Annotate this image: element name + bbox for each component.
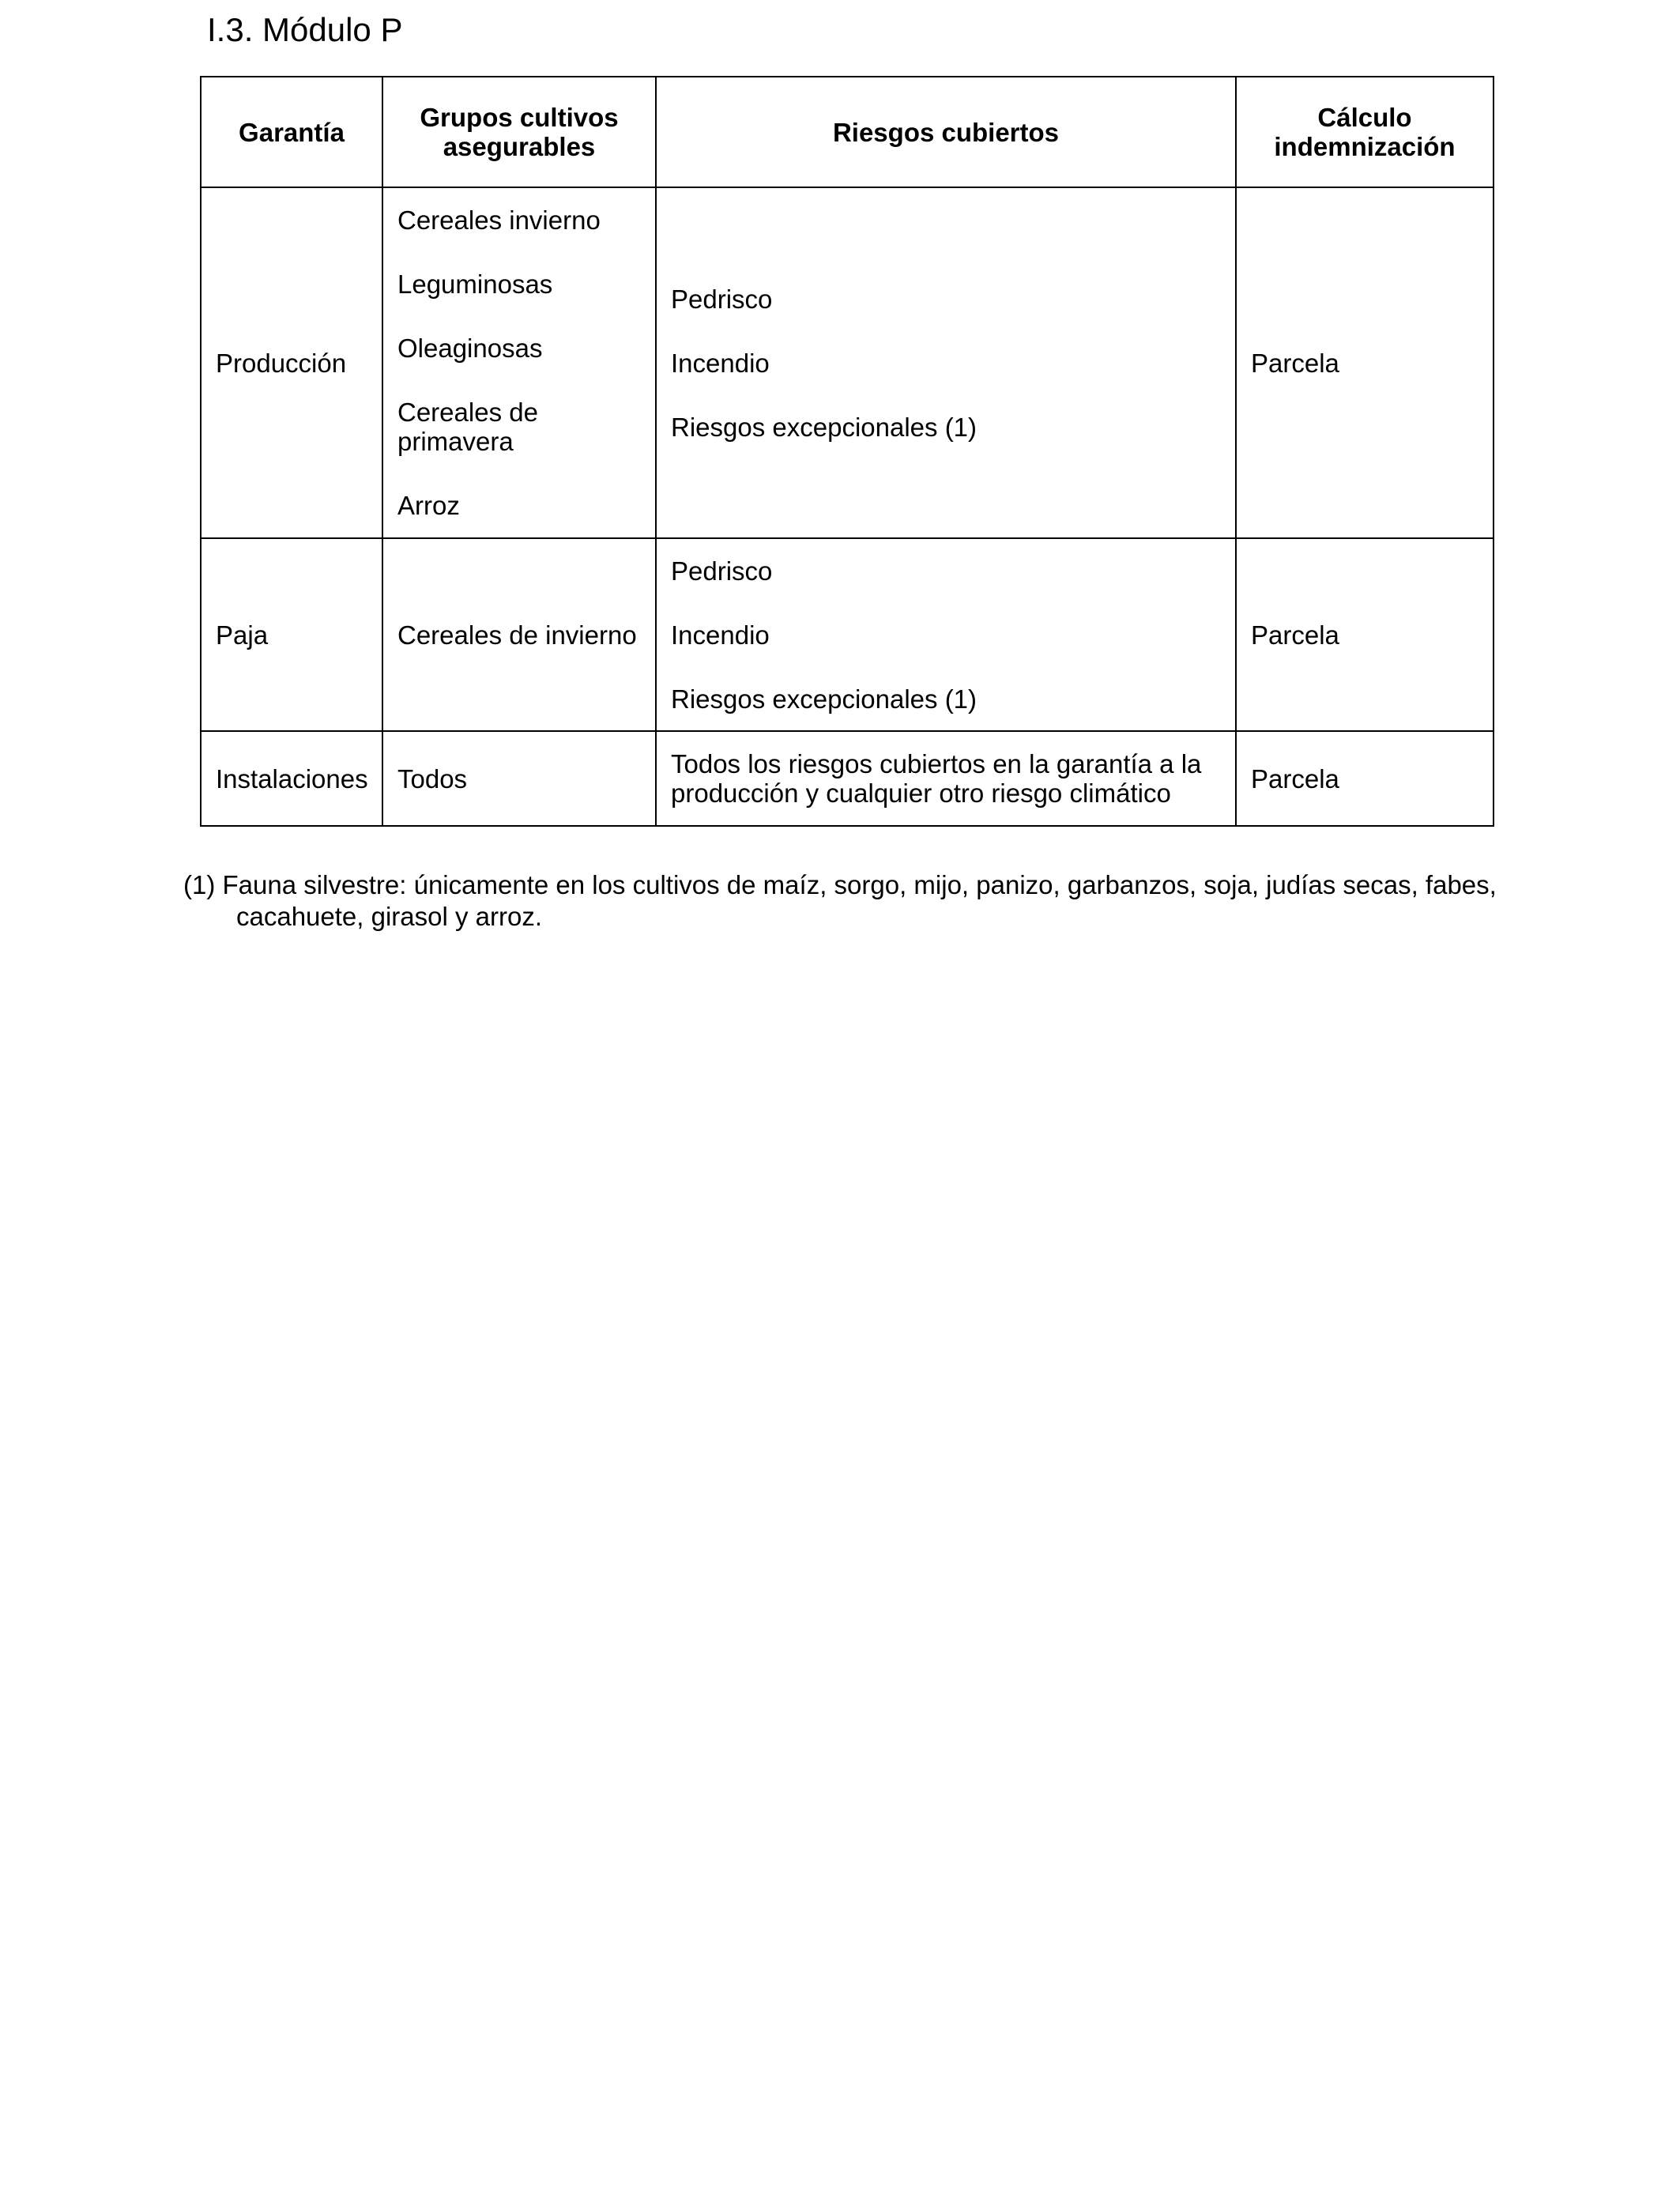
list-item: Arroz [397, 491, 460, 520]
cell-grupos [382, 731, 656, 826]
cell-garantia: Instalaciones [201, 731, 382, 826]
list-item: Oleaginosas [397, 334, 543, 363]
list-item: Pedrisco [671, 284, 773, 314]
header-calculo-indemnizacion: Cálculo indemnización [1236, 77, 1494, 187]
list-item: Leguminosas [397, 270, 553, 299]
list-item: Todos [397, 763, 468, 794]
cell-calculo: Parcela [1236, 187, 1494, 538]
list-item: Riesgos excepcionales (1) [671, 684, 977, 714]
list-item: Cereales de invierno [397, 620, 637, 650]
footnote: (1) Fauna silvestre: únicamente en los cultivos de maíz, sorgo, mijo, panizo, garbanzos, soja, judías secas, fabes, cacahuete, girasol y arroz. [183, 870, 1497, 931]
header-garantia: Garantía [201, 77, 382, 187]
list-item: Incendio [671, 348, 770, 378]
cell-garantia: Paja [201, 538, 382, 731]
cell-riesgos [656, 187, 1236, 538]
table-header-row [201, 77, 1494, 187]
list-item: Cereales invierno [397, 205, 601, 235]
header-riesgos-cubiertos: Riesgos cubiertos [656, 77, 1236, 187]
table-row [201, 731, 1494, 826]
list-item: Riesgos excepcionales (1) [671, 412, 977, 442]
cell-riesgos [656, 731, 1236, 826]
table-row [201, 187, 1494, 538]
cell-calculo: Parcela [1236, 538, 1494, 731]
cell-riesgos [656, 538, 1236, 731]
coverage-table [200, 76, 1494, 827]
header-grupos-cultivos: Grupos cultivos asegurables [382, 77, 656, 187]
list-item: Todos los riesgos cubiertos en la garantía a la producción y cualquier otro riesgo climático [671, 749, 1202, 808]
cell-garantia: Producción [201, 187, 382, 538]
cell-grupos [382, 538, 656, 731]
cell-calculo: Parcela [1236, 731, 1494, 826]
table-row [201, 538, 1494, 731]
list-item: Incendio [671, 620, 770, 650]
cell-grupos [382, 187, 656, 538]
list-item: Cereales de primavera [397, 398, 538, 456]
list-item: Pedrisco [671, 556, 773, 586]
section-title: I.3. Módulo P [207, 11, 403, 48]
